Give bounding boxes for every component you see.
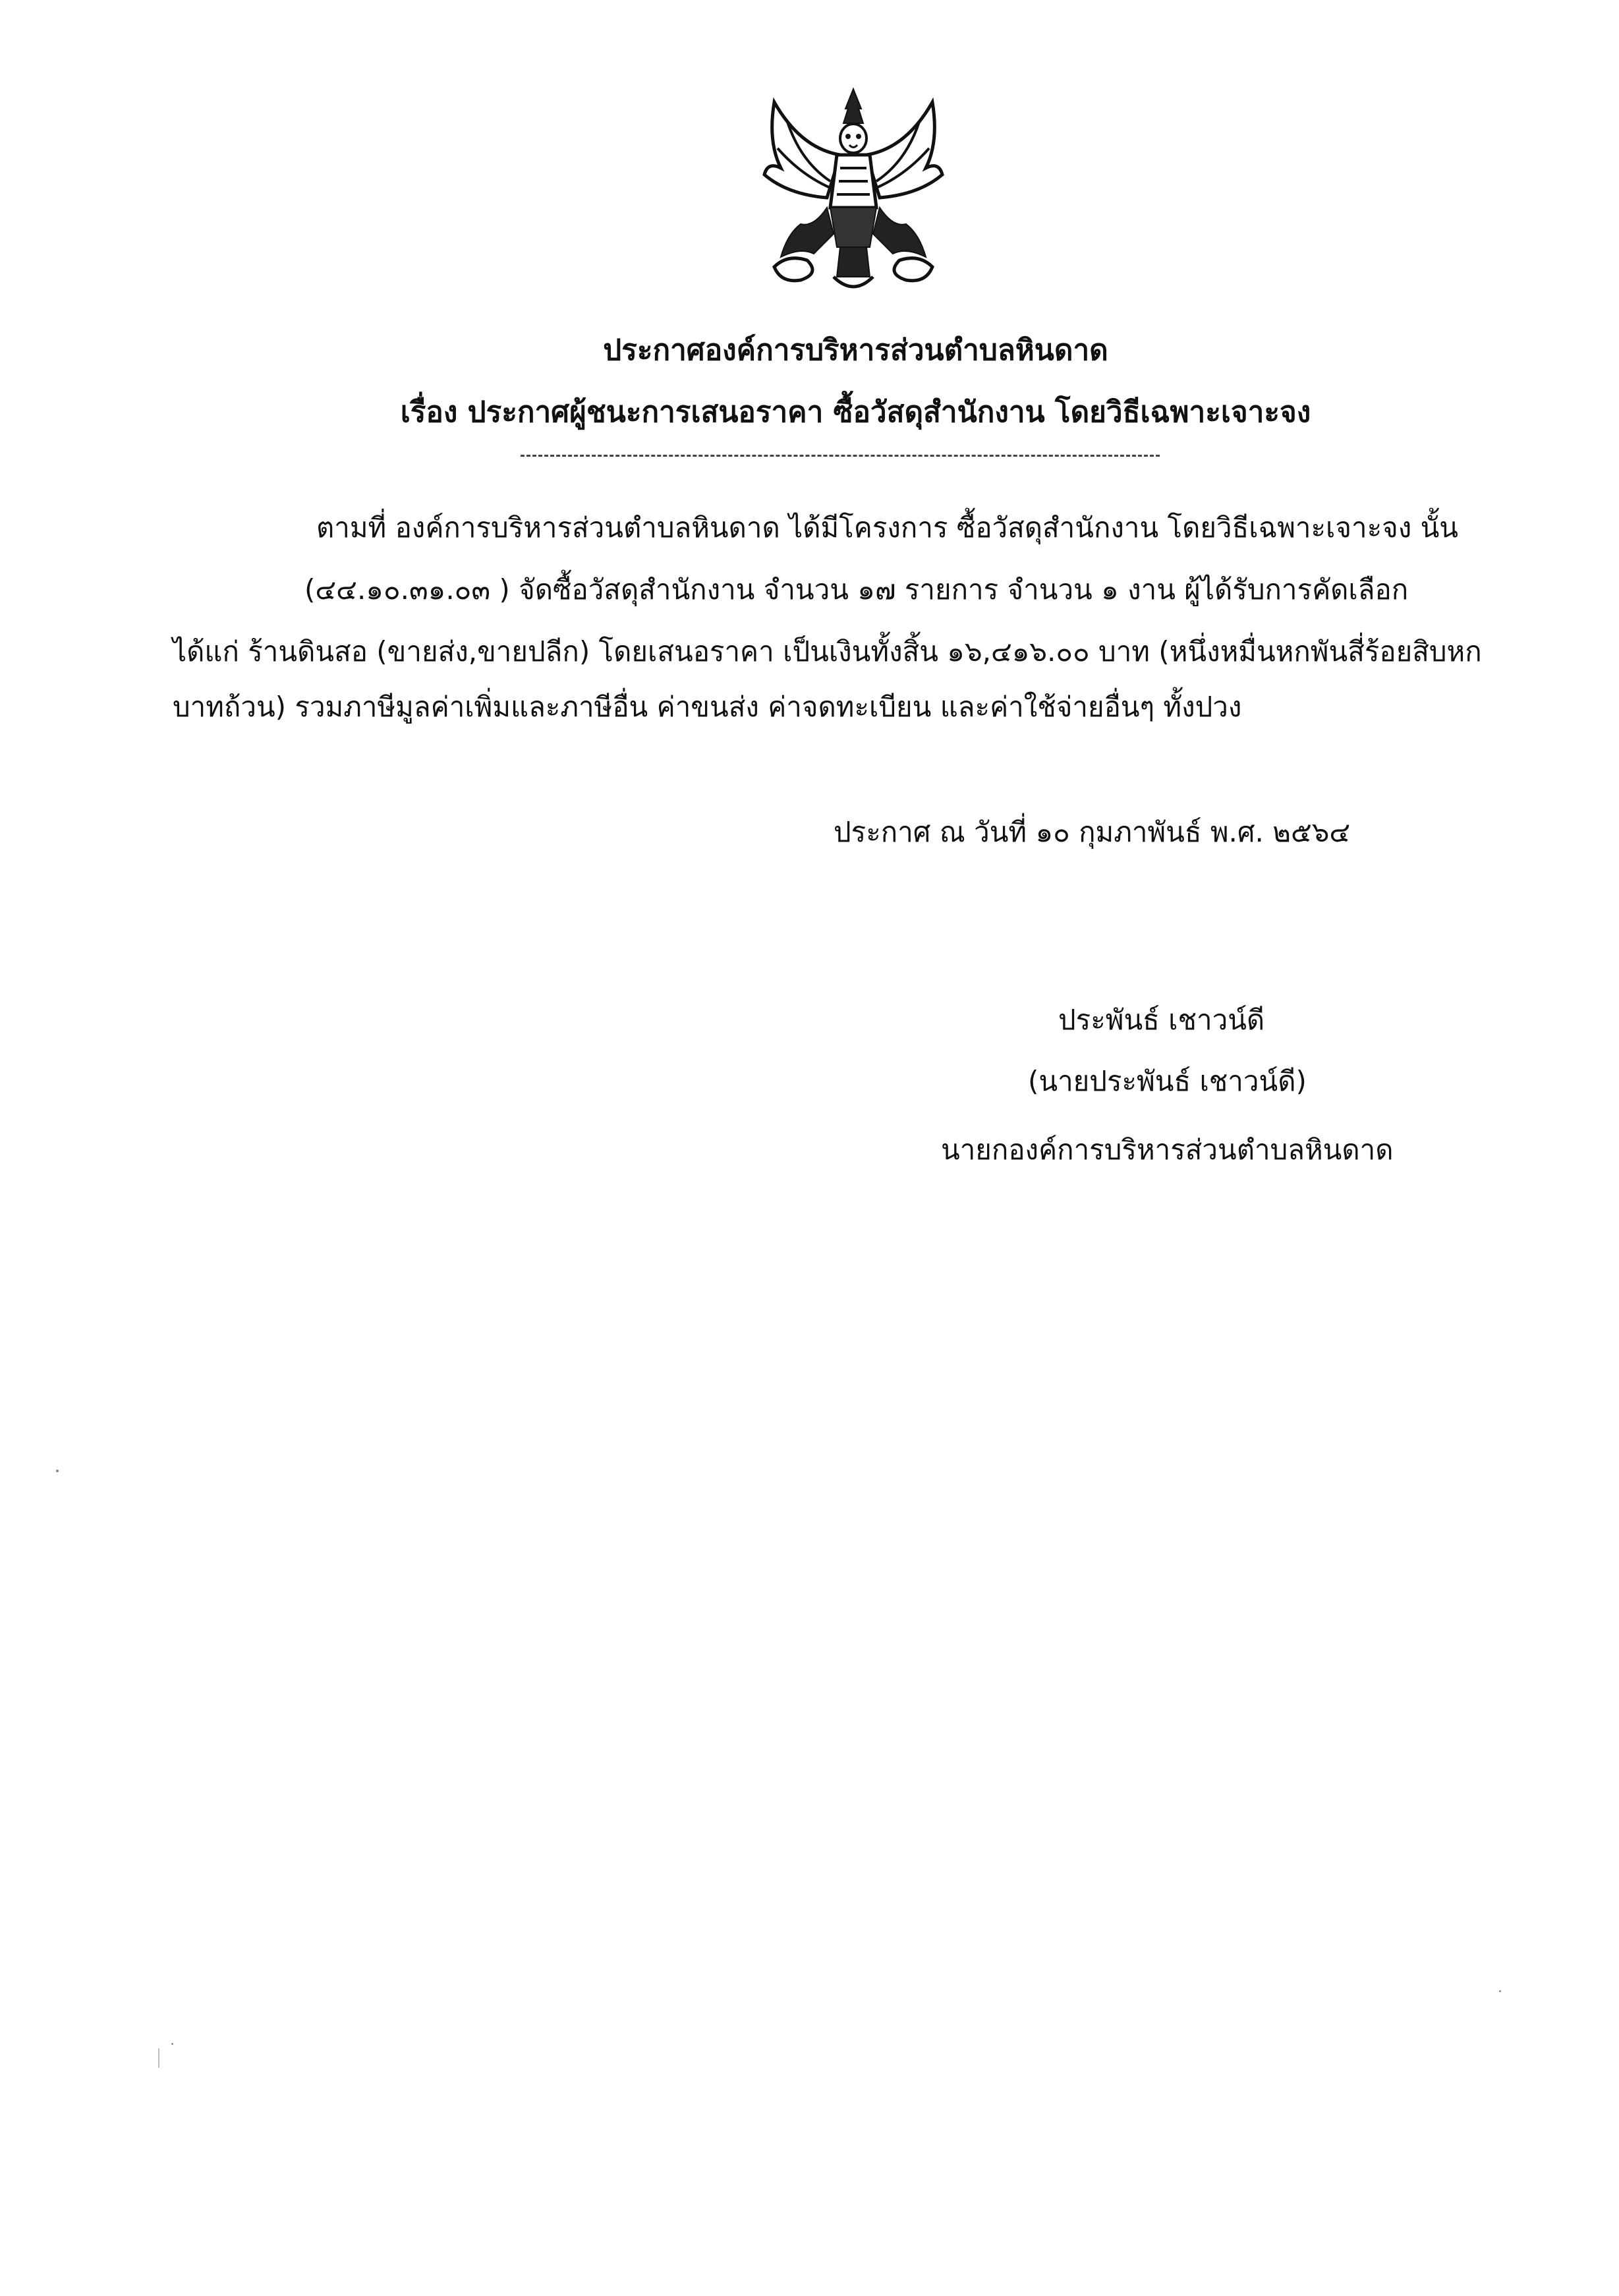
signature: ประพันธ์ เชาวน์ดี bbox=[1058, 1004, 1265, 1036]
scan-speck bbox=[1499, 1990, 1501, 1992]
scan-speck bbox=[56, 1470, 59, 1472]
garuda-emblem-icon bbox=[748, 82, 959, 300]
signatory-position: นายกองค์การบริหารส่วนตำบลหินดาด bbox=[941, 1134, 1394, 1166]
body-line-3: ได้แก่ ร้านดินสอ (ขายส่ง,ขายปลีก) โดยเสนอราคา เป็นเงินทั้งสิ้น ๑๖,๔๑๖.๐๐ บาท (หนึ่งหมื่นหกพันสี่ร้อยสิบหก bbox=[173, 635, 1482, 668]
scan-speck bbox=[158, 2048, 159, 2068]
announcement-date: ประกาศ ณ วันที่ ๑๐ กุมภาพันธ์ พ.ศ. ๒๕๖๔ bbox=[834, 816, 1351, 848]
scan-speck bbox=[171, 2043, 173, 2045]
signatory-full-name: (นายประพันธ์ เชาวน์ดี) bbox=[1028, 1065, 1307, 1097]
body-line-2: (๔๔.๑๐.๓๑.๐๓ ) จัดซื้อวัสดุสำนักงาน จำนวน ๑๗ รายการ จำนวน ๑ งาน ผู้ได้รับการคัดเลือก bbox=[304, 573, 1409, 606]
announcement-title: ประกาศองค์การบริหารส่วนตำบลหินดาด bbox=[603, 333, 1108, 367]
announcement-subject: เรื่อง ประกาศผู้ชนะการเสนอราคา ซื้อวัสดุสำนักงาน โดยวิธีเฉพาะเจาะจง bbox=[400, 395, 1311, 429]
title-divider bbox=[521, 455, 1160, 457]
body-line-4: บาทถ้วน) รวมภาษีมูลค่าเพิ่มและภาษีอื่น ค่าขนส่ง ค่าจดทะเบียน และค่าใช้จ่ายอื่นๆ ทั้งปวง bbox=[173, 691, 1242, 723]
body-line-1: ตามที่ องค์การบริหารส่วนตำบลหินดาด ได้มีโครงการ ซื้อวัสดุสำนักงาน โดยวิธีเฉพาะเจาะจง นั้น bbox=[316, 511, 1459, 544]
